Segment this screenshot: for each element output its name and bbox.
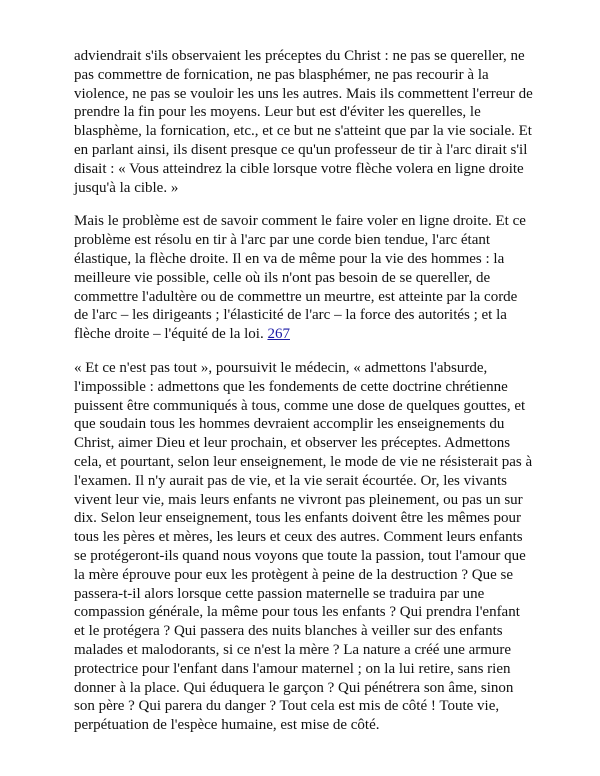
paragraph-3-text: « Et ce n'est pas tout », poursuivit le médecin, « admettons l'absurde, l'impossible : admettons que les fondements de cette doctrine chrétienne puissent être communiqués à tous, comme une dose de quelques gouttes, et que soudain tous les hommes devraient accomplir les enseignements du Christ, aimer Dieu et leur prochain, et observer les préceptes. Admettons cela, et pourtant, selon leur enseignement, le mode de vie ne résisterait pas à l'examen. Il n'y aurait pas de vie, et la vie serait écourtée. Or, les vivants vivent leur vie, mais leurs enfants ne vivront pas pleinement, ou pas un sur dix. Selon leur enseignement, tous les enfants doivent être les mêmes pour tous les pères et mères, les leurs et ceux des autres. Comment leurs enfants se protégeront-ils quand nous voyons que toute la passion, tout l'amour que la mère éprouve pour eux les protègent à peine de la destruction ? Que se passera-t-il alors lorsque cette passion maternelle se traduira par une compassion générale, la même pour tous les enfants ? Qui prendra l'enfant et le protégera ? Qui passera des nuits blanches à veiller sur des enfants malades et malodorants, si ce n'est la mère ? La nature a créé une armure protectrice pour l'enfant dans l'amour maternel ; on la lui retire, sans rien donner à la place. Qui éduquera le garçon ? Qui pénétrera son âme, sinon son père ? Qui parera du danger ? Tout cela est mis de côté ! Toute vie, perpétuation de l'espèce humaine, est mise de côté. xyxy=(74,359,533,734)
paragraph-1-text: adviendrait s'ils observaient les préceptes du Christ : ne pas se quereller, ne pas commettre de fornication, ne pas blasphémer, ne pas recourir à la violence, ne pas se vouloir les uns les autres. Mais ils commettent l'erreur de prendre la fin pour les moyens. Leur but est d'éviter les querelles, le blasphème, la fornication, etc., et ce but ne s'atteint que par la vie sociale. Et en parlant ainsi, ils disent presque ce qu'un professeur de tir à l'arc dirait s'il disait : « Vous atteindrez la cible lorsque votre flèche volera en ligne droite jusqu'à la cible. » xyxy=(74,48,533,196)
paragraph-1 xyxy=(74,47,534,197)
document-page xyxy=(74,47,534,750)
paragraph-2 xyxy=(74,212,534,344)
paragraph-3 xyxy=(74,359,534,735)
paragraph-2-text: Mais le problème est de savoir comment le faire voler en ligne droite. Et ce problème est résolu en tir à l'arc par une corde bien tendue, l'arc étant élastique, la flèche droite. Il en va de même pour la vie des hommes : la meilleure vie possible, celle où ils n'ont pas besoin de se quereller, de commettre l'adultère ou de commettre un meurtre, est atteinte par la corde de l'arc – les dirigeants ; l'élasticité de l'arc – la force des autorités ; et la flèche droite – l'équité de la loi. xyxy=(74,213,526,343)
footnote-link[interactable]: 267 xyxy=(267,326,290,343)
